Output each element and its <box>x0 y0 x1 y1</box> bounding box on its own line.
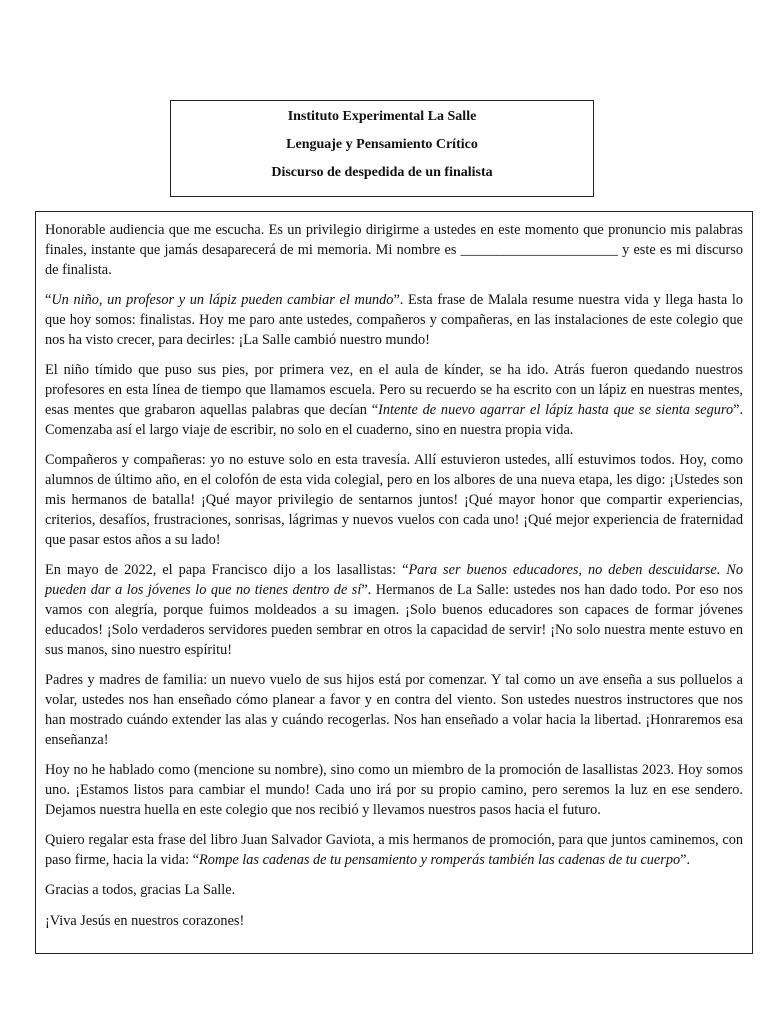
paragraph-pope-quote <box>45 561 743 661</box>
document-title: Discurso de despedida de un finalista <box>271 165 493 180</box>
gaviota-quote: Rompe las cadenas de tu pensamiento y romperás también las cadenas de tu cuerpo <box>199 852 681 869</box>
paragraph-thanks: Gracias a todos, gracias La Salle. <box>45 882 236 899</box>
paragraph-text: ”. <box>680 852 691 869</box>
pope-quote: Para ser buenos educadores, no deben descuidarse. No pueden dar a los jóvenes lo que no tienes dentro de sí <box>45 562 743 599</box>
paragraph-malala-quote <box>45 291 743 351</box>
paragraph-promotion: Hoy no he hablado como (mencione su nombre), sino como un miembro de la promoción de lasallistas 2023. Hoy somos uno. ¡Estamos listos para cambiar el mundo! Cada uno irá por su propio camino, pero seremos la luz en ese sendero. Dejamos nuestra huella en este colegio que nos recibió y llevamos nuestros pasos hacia el futuro. <box>45 762 743 818</box>
paragraph-text: Quiero regalar esta frase del libro Juan Salvador Gaviota, a mis hermanos de promoción, para que juntos caminemos, con paso firme, hacia la vida: “ <box>45 832 743 869</box>
paragraph-classmates: Compañeros y compañeras: yo no estuve solo en esta travesía. Allí estuvieron ustedes, allí estuvimos todos. Hoy, como alumnos de último año, en el colofón de esta vida colegial, pero en los albores de una nueva etapa, les digo: ¡Ustedes son mis hermanos de batalla! ¡Qué mayor privilegio de sentarnos juntos! ¡Qué mayor honor que compartir experiencias, criterios, desafíos, frustraciones, sonrisas, lágrimas y nuevos vuelos con cada uno! ¡Qué mejor experiencia de fraternidad que pasar estos años a su lado! <box>45 452 743 548</box>
institution-name: Instituto Experimental La Salle <box>287 109 477 124</box>
quote-open: “ <box>45 292 52 309</box>
paragraph-parents: Padres y madres de familia: un nuevo vuelo de sus hijos está por comenzar. Y tal como un ave enseña a sus polluelos a volar, ustedes nos han enseñado cómo planear a favor y en contra del viento. Son ustedes nuestros instructores que nos han mostrado cuándo extender las alas y cuándo recogerlas. Nos han enseñado a volar hacia la libertad. ¡Honraremos esa enseñanza! <box>45 672 743 748</box>
paragraph-childhood <box>45 361 743 441</box>
paragraph-text: ”. Comenzaba así el largo viaje de escribir, no solo en el cuaderno, sino en nuestra propia vida. <box>45 402 744 438</box>
paragraph-text: ”. Esta frase de Malala resume nuestra vida y llega hasta lo que hoy somos: finalistas. Hoy me paro ante ustedes, compañeros y compañeras, en las instalaciones de este colegio que nos ha visto crecer, para decirles: ¡La Salle cambió nuestro mundo! <box>45 292 743 348</box>
course-name: Lenguaje y Pensamiento Crítico <box>286 137 478 152</box>
malala-quote: Un niño, un profesor y un lápiz pueden cambiar el mundo <box>51 292 394 309</box>
paragraph-text: En mayo de 2022, el papa Francisco dijo a los lasallistas: “ <box>45 562 409 579</box>
paragraph-text: ”. Hermanos de La Salle: ustedes nos han dado todo. Por eso nos vamos con alegría, porque fuimos moldeados a su imagen. ¡Solo buenos educadores son capaces de formar jóvenes educados! ¡Solo verdaderos servidores pueden sembrar en otros la capacidad de servir! ¡No solo nuestra mente estuvo en sus manos, sino nuestro espíritu! <box>45 582 743 658</box>
paragraph-introduction: Honorable audiencia que me escucha. Es un privilegio dirigirme a ustedes en este momento que pronuncio mis palabras finales, instante que jamás desaparecerá de mi memoria. Mi nombre es ______________________ y este es mi discurso de finalista. <box>45 222 743 278</box>
paragraph-gaviota-quote <box>45 831 743 871</box>
paragraph-closing: ¡Viva Jesús en nuestros corazones! <box>45 912 245 929</box>
paragraph-text: El niño tímido que puso sus pies, por primera vez, en el aula de kínder, se ha ido. Atrás fueron quedando nuestros profesores en esta línea de tiempo que llamamos escuela. Pero su recuerdo se ha escrito con un lápiz en nuestras mentes, esas mentes que grabaron aquellas palabras que decían “ <box>45 362 743 419</box>
speech-body <box>35 211 753 954</box>
document-header <box>170 100 594 197</box>
teacher-quote: Intente de nuevo agarrar el lápiz hasta que se sienta seguro <box>378 402 734 419</box>
